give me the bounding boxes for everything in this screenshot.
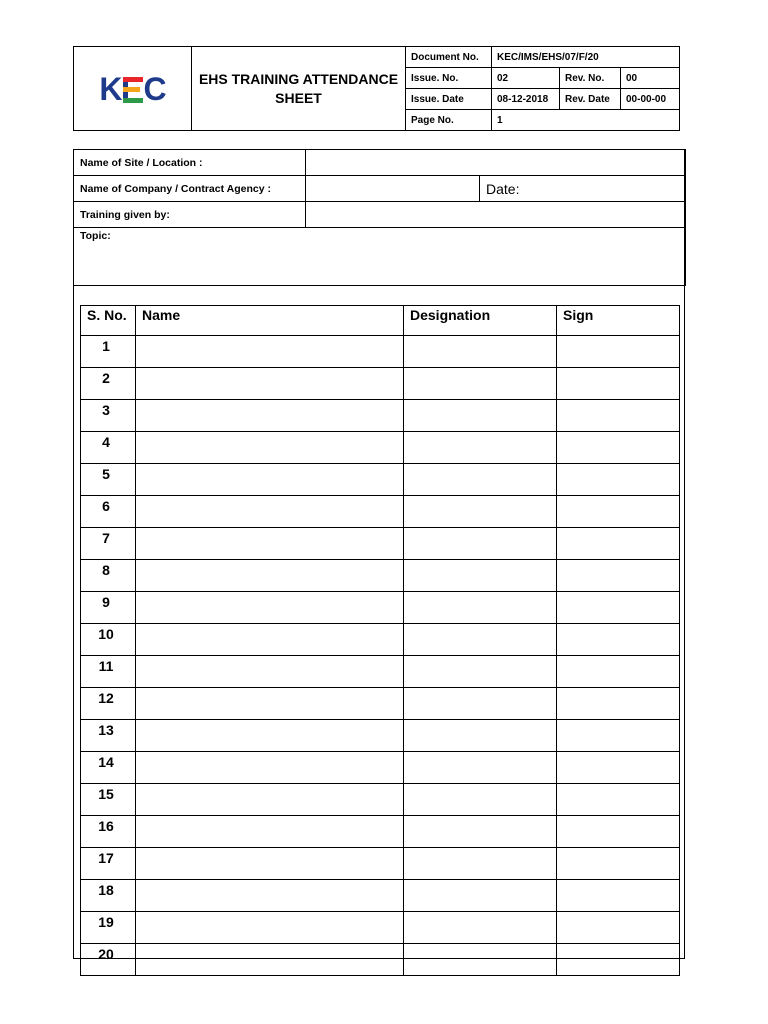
issue-date-value: 08-12-2018 [492, 89, 560, 110]
row-designation-field[interactable] [404, 400, 557, 432]
rev-no-value: 00 [621, 68, 680, 89]
row-sign-field[interactable] [557, 528, 680, 560]
topic-label: Topic: [80, 230, 111, 242]
date-label: Date: [486, 180, 520, 197]
trainer-label: Training given by: [74, 202, 306, 228]
row-designation-field[interactable] [404, 624, 557, 656]
row-sign-field[interactable] [557, 624, 680, 656]
row-sign-field[interactable] [557, 592, 680, 624]
row-serial-number: 2 [81, 368, 136, 400]
rev-date-value: 00-00-00 [621, 89, 680, 110]
row-sign-field[interactable] [557, 720, 680, 752]
logo-letter-e-icon [123, 77, 143, 103]
rev-date-label: Rev. Date [560, 89, 621, 110]
table-row [81, 688, 680, 720]
row-designation-field[interactable] [404, 944, 557, 976]
issue-date-label: Issue. Date [406, 89, 492, 110]
row-sign-field[interactable] [557, 368, 680, 400]
row-serial-number: 3 [81, 400, 136, 432]
row-serial-number: 19 [81, 912, 136, 944]
logo-letter-c: C [143, 70, 166, 107]
row-name-field[interactable] [136, 688, 404, 720]
row-name-field[interactable] [136, 784, 404, 816]
company-logo-cell [74, 47, 192, 131]
row-sign-field[interactable] [557, 880, 680, 912]
row-sign-field[interactable] [557, 912, 680, 944]
table-row [81, 368, 680, 400]
row-designation-field[interactable] [404, 560, 557, 592]
row-name-field[interactable] [136, 496, 404, 528]
row-name-field[interactable] [136, 592, 404, 624]
row-designation-field[interactable] [404, 880, 557, 912]
row-designation-field[interactable] [404, 368, 557, 400]
row-name-field[interactable] [136, 880, 404, 912]
company-agency-field[interactable] [306, 176, 480, 202]
row-sign-field[interactable] [557, 816, 680, 848]
attendance-form [73, 149, 685, 962]
kec-logo [99, 70, 166, 107]
row-designation-field[interactable] [404, 528, 557, 560]
row-designation-field[interactable] [404, 752, 557, 784]
column-header-sign: Sign [557, 306, 680, 336]
row-serial-number: 5 [81, 464, 136, 496]
document-no-label: Document No. [406, 47, 492, 68]
row-sign-field[interactable] [557, 656, 680, 688]
table-row [81, 592, 680, 624]
attendance-table [80, 305, 680, 976]
table-row [81, 624, 680, 656]
row-serial-number: 13 [81, 720, 136, 752]
document-no-value: KEC/IMS/EHS/07/F/20 [492, 47, 680, 68]
row-serial-number: 4 [81, 432, 136, 464]
row-name-field[interactable] [136, 336, 404, 368]
row-sign-field[interactable] [557, 464, 680, 496]
table-row [81, 720, 680, 752]
row-name-field[interactable] [136, 368, 404, 400]
row-name-field[interactable] [136, 432, 404, 464]
table-row [81, 752, 680, 784]
table-row [81, 784, 680, 816]
table-row [81, 944, 680, 976]
table-row [81, 400, 680, 432]
table-row [81, 912, 680, 944]
table-row [81, 464, 680, 496]
row-name-field[interactable] [136, 560, 404, 592]
row-serial-number: 11 [81, 656, 136, 688]
table-row [81, 528, 680, 560]
row-serial-number: 1 [81, 336, 136, 368]
row-serial-number: 16 [81, 816, 136, 848]
trainer-field[interactable] [306, 202, 686, 228]
row-sign-field[interactable] [557, 432, 680, 464]
site-location-field[interactable] [306, 150, 686, 176]
row-serial-number: 12 [81, 688, 136, 720]
row-name-field[interactable] [136, 816, 404, 848]
row-sign-field[interactable] [557, 944, 680, 976]
row-sign-field[interactable] [557, 336, 680, 368]
row-designation-field[interactable] [404, 496, 557, 528]
row-designation-field[interactable] [404, 912, 557, 944]
row-designation-field[interactable] [404, 816, 557, 848]
row-designation-field[interactable] [404, 336, 557, 368]
page-no-label: Page No. [406, 110, 492, 131]
row-serial-number: 17 [81, 848, 136, 880]
table-row [81, 816, 680, 848]
row-name-field[interactable] [136, 656, 404, 688]
row-serial-number: 6 [81, 496, 136, 528]
row-sign-field[interactable] [557, 496, 680, 528]
document-header [73, 46, 680, 131]
attendance-header-row [81, 306, 680, 336]
row-name-field[interactable] [136, 400, 404, 432]
site-location-label: Name of Site / Location : [74, 150, 306, 176]
row-sign-field[interactable] [557, 560, 680, 592]
table-row [81, 848, 680, 880]
row-sign-field[interactable] [557, 784, 680, 816]
issue-no-value: 02 [492, 68, 560, 89]
date-field[interactable] [480, 176, 686, 202]
training-info-table [73, 149, 686, 286]
table-row [81, 336, 680, 368]
row-sign-field[interactable] [557, 752, 680, 784]
row-name-field[interactable] [136, 912, 404, 944]
row-name-field[interactable] [136, 752, 404, 784]
column-header-designation: Designation [404, 306, 557, 336]
row-serial-number: 18 [81, 880, 136, 912]
row-name-field[interactable] [136, 848, 404, 880]
row-designation-field[interactable] [404, 432, 557, 464]
column-header-sno: S. No. [81, 306, 136, 336]
row-serial-number: 10 [81, 624, 136, 656]
table-row [81, 496, 680, 528]
row-name-field[interactable] [136, 720, 404, 752]
table-row [81, 880, 680, 912]
title-line-2: SHEET [275, 89, 322, 106]
row-designation-field[interactable] [404, 592, 557, 624]
row-serial-number: 15 [81, 784, 136, 816]
row-sign-field[interactable] [557, 848, 680, 880]
table-row [81, 656, 680, 688]
document-title [192, 47, 406, 131]
row-sign-field[interactable] [557, 400, 680, 432]
logo-letter-k: K [99, 70, 122, 107]
row-designation-field[interactable] [404, 464, 557, 496]
row-name-field[interactable] [136, 528, 404, 560]
row-serial-number: 7 [81, 528, 136, 560]
row-designation-field[interactable] [404, 848, 557, 880]
issue-no-label: Issue. No. [406, 68, 492, 89]
table-row [81, 560, 680, 592]
table-row [81, 432, 680, 464]
row-designation-field[interactable] [404, 720, 557, 752]
row-name-field[interactable] [136, 464, 404, 496]
row-serial-number: 14 [81, 752, 136, 784]
company-agency-label: Name of Company / Contract Agency : [74, 176, 306, 202]
row-serial-number: 9 [81, 592, 136, 624]
row-designation-field[interactable] [404, 784, 557, 816]
row-sign-field[interactable] [557, 688, 680, 720]
row-name-field[interactable] [136, 624, 404, 656]
topic-field[interactable] [74, 228, 686, 286]
row-name-field[interactable] [136, 944, 404, 976]
title-line-1: EHS TRAINING ATTENDANCE [198, 70, 399, 87]
row-serial-number: 8 [81, 560, 136, 592]
row-designation-field[interactable] [404, 656, 557, 688]
row-serial-number: 20 [81, 944, 136, 976]
row-designation-field[interactable] [404, 688, 557, 720]
column-header-name: Name [136, 306, 404, 336]
page-no-value: 1 [492, 110, 680, 131]
rev-no-label: Rev. No. [560, 68, 621, 89]
